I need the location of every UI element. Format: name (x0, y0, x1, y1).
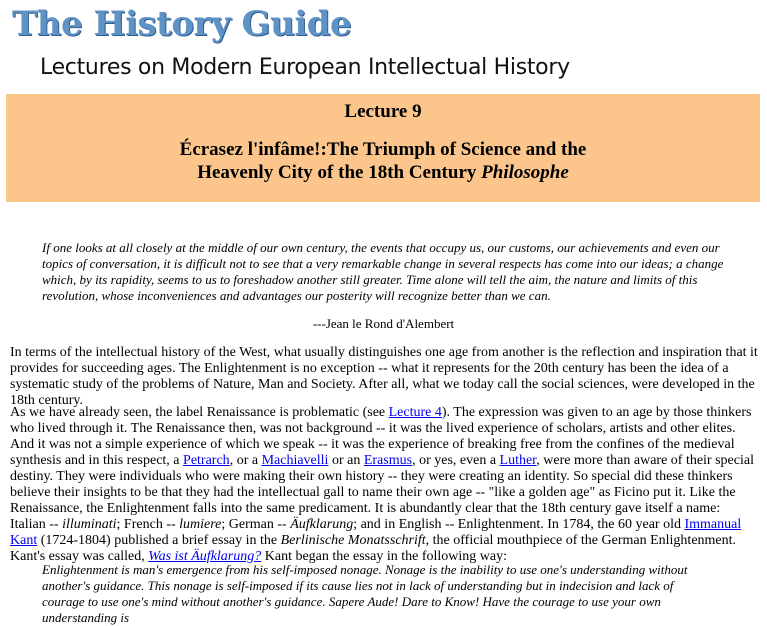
link-erasmus[interactable]: Erasmus (363, 453, 413, 468)
site-logo[interactable] (12, 4, 570, 80)
lecture-title-line2: Heavenly City of the 18th Century (197, 162, 482, 183)
text-run: , or yes, even a (412, 453, 500, 468)
kant-quote: Enlightenment is man's emergence from his self-imposed nonage. Nonage is the inability to use one's understanding without another's guidance. This nonage is self-imposed if its cause lies not in lack of understanding but in indecision and lack of courage to use one's mind without another's guidance. Sapere Aude! Dare to Know! Have the courage to use your own understanding is (42, 562, 688, 625)
journal-name: Berlinische Monatsschrift (280, 533, 426, 548)
link-petrarch[interactable]: Petrarch (183, 453, 230, 468)
link-lecture-4[interactable]: Lecture 4 (388, 405, 442, 420)
term-aufklarung: Äufklarung (290, 517, 354, 532)
paragraph-2 (10, 405, 758, 565)
text-run: Kant began the essay in the following way: (261, 549, 507, 564)
lecture-number: Lecture 9 (344, 101, 422, 122)
epigraph-quote: If one looks at all closely at the middle of our own century, the events that occupy us, our customs, our achievements and even our topics of conversation, it is difficult not to see that a very remarkable change in several respects has come into our ideas; a change which, by its rapidity, seems to us to foreshadow another still greater. Time alone will tell the aim, the nature and limits of this revolution, whose inconveniences and advantages our posterity will recognize better than we can. (42, 240, 724, 303)
lecture-title-italic: Philosophe (481, 162, 569, 183)
paragraph-1: In terms of the intellectual history of the West, what usually distinguishes one age from another is the reflection and inspiration that it provides for succeeding ages. The Enlightenment is no exception -- what it represents for the 20th century has been the idea of a systematic study of the problems of Nature, Man and Society. After all, what we today call the social sciences, were developed in the 18th century. (10, 345, 758, 408)
term-illuminati: illuminati (62, 517, 117, 532)
text-run: (1724-1804) published a brief essay in the (37, 533, 281, 548)
text-run: ; German -- (221, 517, 291, 532)
term-lumiere: lumiere (179, 517, 222, 532)
lecture-title (6, 138, 760, 184)
text-run: ; French -- (116, 517, 180, 532)
site-subtitle: Lectures on Modern European Intellectual History (40, 55, 570, 80)
link-kant[interactable]: Immanual Kant (10, 517, 742, 548)
lecture-banner (6, 94, 760, 202)
text-run: , or a (229, 453, 262, 468)
link-kant-essay-text: Was ist Äufklarung? (148, 549, 262, 564)
text-run: ). The expression was given to an age by those thinkers who lived through it. The Renaissance then, was not background -- it was the lived experience of scholars, artists and other elites. And it was not a simple experience of which we speak -- it was the experience of breaking free from the confines of the medieval synthesis and in this respect, a (10, 405, 752, 468)
lecture-title-line1: Écrasez l'infâme!:The Triumph of Science and the (179, 139, 587, 160)
text-run: As we have already seen, the label Renaissance is problematic (see (10, 405, 389, 420)
epigraph-attribution: ---Jean le Rond d'Alembert (312, 316, 455, 331)
text-run: , were more than aware of their special destiny. They were individuals who were making their own history -- they were creating an identity. So special did these thinkers believe their insights to be that they had the intellectual gall to name their own age -- "like a golden age" as Ficino put it. Like the Renaissance, the Enlightenment falls into the same predicament. It is abundantly clear that the 18th century gave itself a name: Italian -- (10, 453, 754, 532)
text-run: , the official mouthpiece of the German Enlightenment. Kant's essay was called, (10, 533, 737, 564)
site-title: The History Guide (12, 4, 352, 44)
text-run: ; and in English -- Enlightenment. In 1784, the 60 year old (353, 517, 685, 532)
link-luther[interactable]: Luther (499, 453, 537, 468)
link-machiavelli[interactable]: Machiavelli (261, 453, 329, 468)
text-run: or an (328, 453, 364, 468)
